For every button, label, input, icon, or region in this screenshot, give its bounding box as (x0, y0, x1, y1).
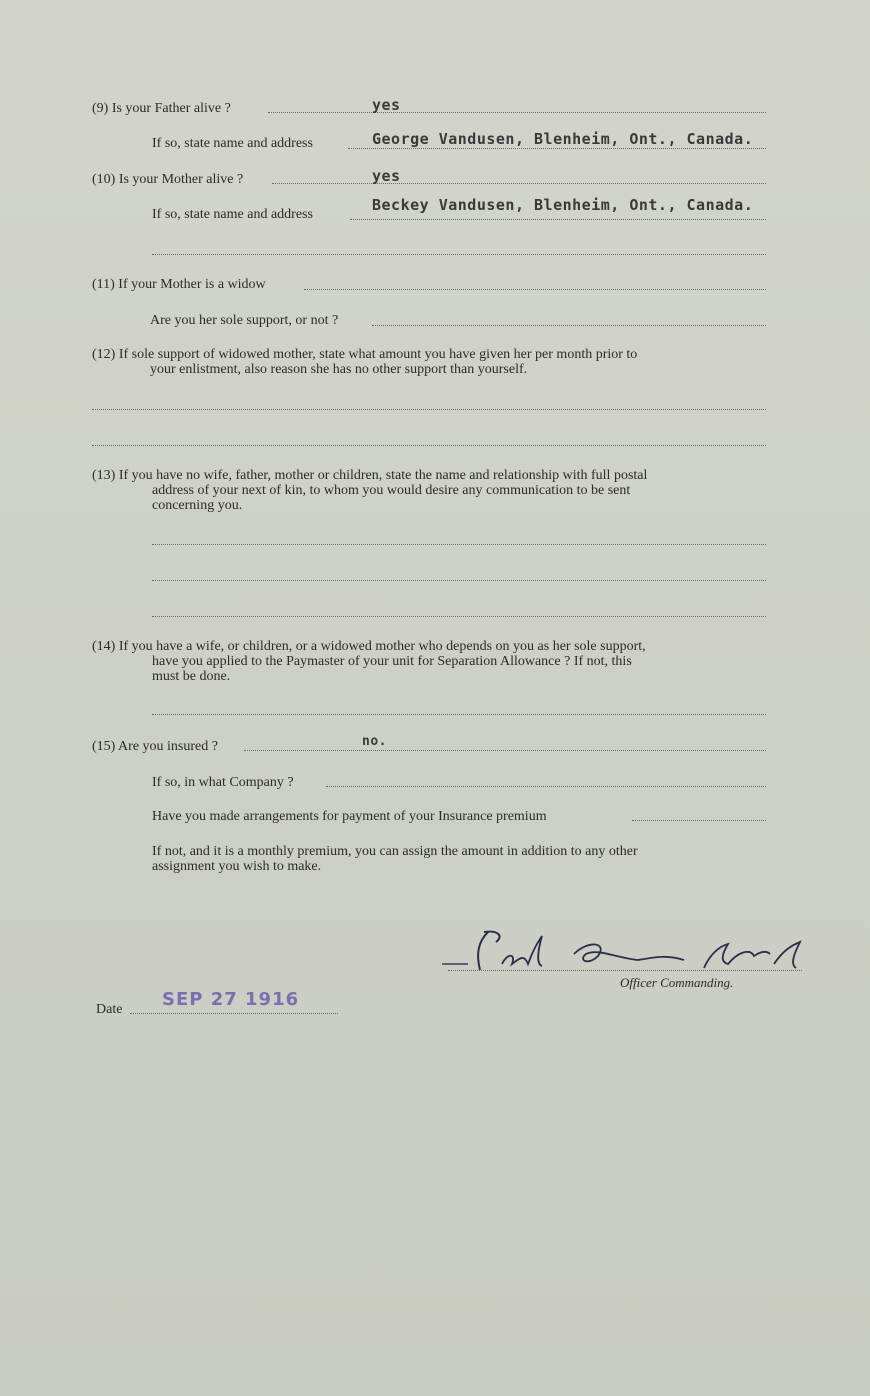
signature-line (448, 970, 802, 971)
q9-sub-label: If so, state name and address (152, 136, 313, 151)
q9-answer: yes (372, 96, 401, 114)
q14-answer-line (152, 714, 766, 715)
q10-answer: yes (372, 167, 401, 185)
officer-commanding-label: Officer Commanding. (620, 975, 734, 990)
q14-line-1: (14) If you have a wife, or children, or a widowed mother who depends on you as her sole support, (92, 639, 646, 654)
q12-answer-line-1 (92, 409, 766, 410)
q14-line-2: have you applied to the Paymaster of your unit for Separation Allowance ? If not, this (152, 654, 632, 669)
q15-company-line (326, 786, 766, 787)
q11-sub-line (372, 325, 766, 326)
q9-sub-answer: George Vandusen, Blenheim, Ont., Canada. (372, 130, 754, 148)
q11-sub-label: Are you her sole support, or not ? (150, 313, 339, 328)
date-label: Date (96, 1002, 123, 1017)
q15-premium-line (632, 820, 766, 821)
q10-extra-line (152, 254, 766, 255)
q10-sub-answer: Beckey Vandusen, Blenheim, Ont., Canada. (372, 196, 754, 214)
q12-label-cont: your enlistment, also reason she has no other support than yourself. (150, 362, 528, 377)
q15-answer-line (244, 750, 766, 751)
q11-label: (11) If your Mother is a widow (92, 277, 266, 292)
q15-note-line-1: If not, and it is a monthly premium, you can assign the amount in addition to any other (152, 844, 638, 859)
q9-sub-line (348, 148, 766, 149)
q11-answer-line (304, 289, 766, 290)
q12-label: (12) If sole support of widowed mother, state what amount you have given her per month prior to (92, 347, 638, 362)
q9-label: (9) Is your Father alive ? (92, 101, 231, 116)
q10-answer-line (272, 183, 766, 184)
q13-line-3: concerning you. (152, 498, 243, 513)
q13-answer-line-1 (152, 544, 766, 545)
q12-answer-line-2 (92, 445, 766, 446)
date-stamp: SEP 27 1916 (162, 989, 300, 1010)
q9-answer-line (268, 112, 766, 113)
q15-company-label: If so, in what Company ? (152, 775, 294, 790)
q14-line-3: must be done. (152, 669, 231, 684)
q13-line-2: address of your next of kin, to whom you would desire any communication to be sent (152, 483, 631, 498)
q15-answer: no. (362, 734, 387, 749)
q10-label: (10) Is your Mother alive ? (92, 172, 244, 187)
q13-answer-line-2 (152, 580, 766, 581)
q10-sub-line (350, 219, 766, 220)
q13-line-1: (13) If you have no wife, father, mother or children, state the name and relationship with full postal (92, 468, 648, 483)
officer-signature (438, 924, 818, 980)
q15-note-line-2: assignment you wish to make. (152, 859, 322, 874)
q15-label: (15) Are you insured ? (92, 739, 218, 754)
q10-sub-label: If so, state name and address (152, 207, 313, 222)
q13-answer-line-3 (152, 616, 766, 617)
date-line (130, 1013, 338, 1014)
q15-premium-label: Have you made arrangements for payment of your Insurance premium (152, 809, 547, 824)
